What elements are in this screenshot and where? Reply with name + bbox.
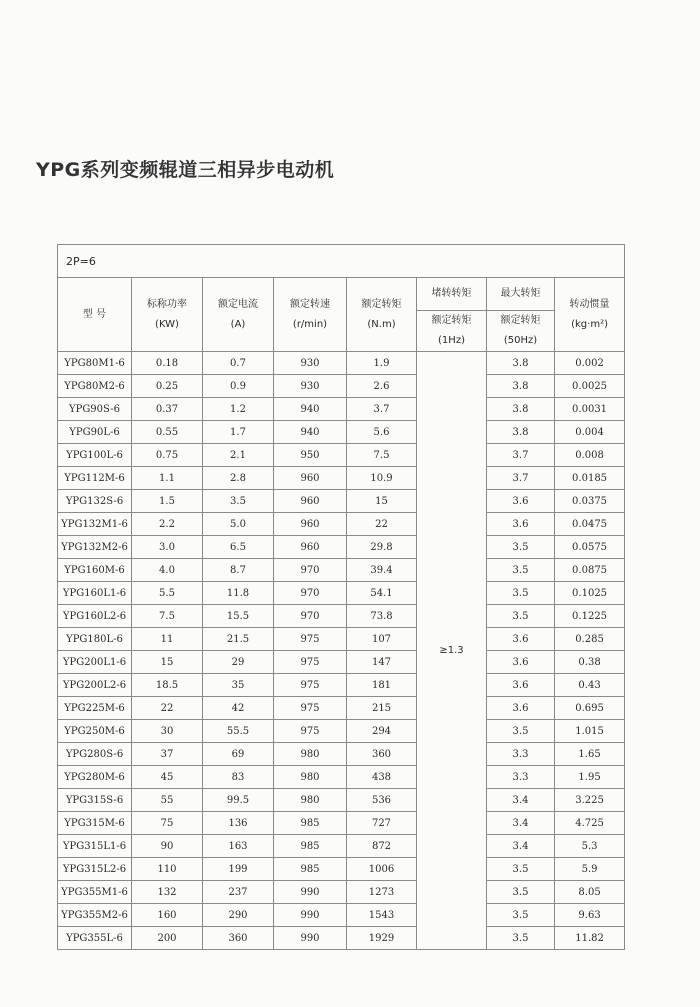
cell-model: YPG132S-6 (58, 490, 132, 513)
cell-speed: 970 (274, 582, 347, 605)
cell-current: 163 (203, 835, 274, 858)
cell-model: YPG132M2-6 (58, 536, 132, 559)
cell-model: YPG280S-6 (58, 743, 132, 766)
cell-model: YPG315L1-6 (58, 835, 132, 858)
table-row (58, 536, 625, 559)
cell-current: 290 (203, 904, 274, 927)
cell-current: 2.8 (203, 467, 274, 490)
cell-speed: 960 (274, 490, 347, 513)
cell-power: 1.5 (132, 490, 203, 513)
cell-torque: 215 (347, 697, 417, 720)
cell-current: 11.8 (203, 582, 274, 605)
cell-torque: 438 (347, 766, 417, 789)
cell-model: YPG355M1-6 (58, 881, 132, 904)
header-current-label: 额定电流 (218, 298, 258, 310)
cell-power: 0.25 (132, 375, 203, 398)
table-row (58, 743, 625, 766)
header-locked-torque-freq: (1Hz) (438, 335, 465, 346)
cell-max-torque-ratio: 3.4 (487, 812, 555, 835)
cell-current: 83 (203, 766, 274, 789)
cell-model: YPG160L1-6 (58, 582, 132, 605)
cell-current: 8.7 (203, 559, 274, 582)
table-row (58, 628, 625, 651)
cell-inertia: 0.0575 (555, 536, 625, 559)
cell-speed: 985 (274, 858, 347, 881)
cell-speed: 970 (274, 605, 347, 628)
cell-speed: 970 (274, 559, 347, 582)
cell-max-torque-ratio: 3.7 (487, 467, 555, 490)
cell-inertia: 0.002 (555, 352, 625, 375)
table-row (58, 812, 625, 835)
table-row (58, 881, 625, 904)
cell-power: 0.55 (132, 421, 203, 444)
cell-inertia: 0.0475 (555, 513, 625, 536)
cell-speed: 960 (274, 467, 347, 490)
cell-model: YPG315S-6 (58, 789, 132, 812)
cell-max-torque-ratio: 3.6 (487, 628, 555, 651)
cell-torque: 360 (347, 743, 417, 766)
cell-inertia: 1.95 (555, 766, 625, 789)
table-row (58, 835, 625, 858)
cell-power: 110 (132, 858, 203, 881)
cell-model: YPG200L1-6 (58, 651, 132, 674)
header-max-torque-freq: (50Hz) (503, 335, 538, 346)
table-row (58, 490, 625, 513)
cell-inertia: 0.008 (555, 444, 625, 467)
cell-torque: 7.5 (347, 444, 417, 467)
cell-inertia: 0.0031 (555, 398, 625, 421)
cell-locked-torque-ratio: ≥1.3 (417, 352, 487, 950)
cell-max-torque-ratio: 3.4 (487, 789, 555, 812)
header-locked-torque-ratio (417, 311, 487, 352)
cell-power: 5.5 (132, 582, 203, 605)
cell-inertia: 0.004 (555, 421, 625, 444)
cell-speed: 960 (274, 513, 347, 536)
cell-speed: 975 (274, 720, 347, 743)
header-power-label: 标称功率 (147, 298, 187, 310)
cell-max-torque-ratio: 3.5 (487, 559, 555, 582)
cell-inertia: 8.05 (555, 881, 625, 904)
cell-torque: 5.6 (347, 421, 417, 444)
cell-model: YPG180L-6 (58, 628, 132, 651)
cell-max-torque-ratio: 3.5 (487, 927, 555, 950)
cell-current: 5.0 (203, 513, 274, 536)
cell-max-torque-ratio: 3.3 (487, 743, 555, 766)
cell-model: YPG315M-6 (58, 812, 132, 835)
cell-model: YPG315L2-6 (58, 858, 132, 881)
cell-model: YPG160L2-6 (58, 605, 132, 628)
cell-inertia: 0.285 (555, 628, 625, 651)
cell-current: 3.5 (203, 490, 274, 513)
cell-power: 11 (132, 628, 203, 651)
cell-torque: 1273 (347, 881, 417, 904)
cell-torque: 872 (347, 835, 417, 858)
cell-model: YPG80M2-6 (58, 375, 132, 398)
cell-power: 75 (132, 812, 203, 835)
cell-torque: 1929 (347, 927, 417, 950)
header-locked-torque-denominator: 额定转矩 (431, 315, 472, 326)
header-torque-label: 额定转矩 (361, 298, 402, 310)
cell-power: 55 (132, 789, 203, 812)
cell-speed: 940 (274, 398, 347, 421)
cell-inertia: 0.0875 (555, 559, 625, 582)
table-row (58, 904, 625, 927)
cell-torque: 10.9 (347, 467, 417, 490)
cell-speed: 990 (274, 881, 347, 904)
header-inertia (555, 278, 625, 352)
cell-current: 136 (203, 812, 274, 835)
cell-max-torque-ratio: 3.8 (487, 352, 555, 375)
cell-power: 15 (132, 651, 203, 674)
table-row (58, 720, 625, 743)
table-row (58, 927, 625, 950)
cell-max-torque-ratio: 3.6 (487, 674, 555, 697)
header-current (203, 278, 274, 352)
table-row (58, 421, 625, 444)
cell-max-torque-ratio: 3.8 (487, 421, 555, 444)
cell-inertia: 4.725 (555, 812, 625, 835)
cell-torque: 15 (347, 490, 417, 513)
header-max-torque: 最大转矩 (487, 278, 555, 311)
header-speed-unit: (r/min) (292, 318, 328, 330)
cell-torque: 22 (347, 513, 417, 536)
cell-power: 132 (132, 881, 203, 904)
header-speed (274, 278, 347, 352)
cell-inertia: 1.015 (555, 720, 625, 743)
cell-model: YPG355M2-6 (58, 904, 132, 927)
cell-model: YPG355L-6 (58, 927, 132, 950)
cell-current: 199 (203, 858, 274, 881)
cell-max-torque-ratio: 3.6 (487, 697, 555, 720)
cell-inertia: 0.0025 (555, 375, 625, 398)
cell-model: YPG112M-6 (58, 467, 132, 490)
cell-inertia: 1.65 (555, 743, 625, 766)
header-max-torque-ratio (487, 311, 555, 352)
cell-inertia: 5.9 (555, 858, 625, 881)
cell-current: 35 (203, 674, 274, 697)
table-row (58, 444, 625, 467)
cell-speed: 960 (274, 536, 347, 559)
cell-model: YPG160M-6 (58, 559, 132, 582)
cell-power: 160 (132, 904, 203, 927)
cell-power: 0.75 (132, 444, 203, 467)
cell-power: 22 (132, 697, 203, 720)
cell-inertia: 0.695 (555, 697, 625, 720)
table-row (58, 467, 625, 490)
cell-max-torque-ratio: 3.6 (487, 490, 555, 513)
cell-torque: 727 (347, 812, 417, 835)
page-title: YPG系列变频辊道三相异步电动机 (36, 159, 335, 181)
cell-torque: 181 (347, 674, 417, 697)
cell-max-torque-ratio: 3.6 (487, 651, 555, 674)
cell-torque: 147 (347, 651, 417, 674)
cell-max-torque-ratio: 3.8 (487, 375, 555, 398)
cell-current: 55.5 (203, 720, 274, 743)
header-power-unit: (KW) (155, 318, 179, 330)
table-body (58, 352, 625, 950)
cell-power: 3.0 (132, 536, 203, 559)
table-row (58, 375, 625, 398)
table-row (58, 674, 625, 697)
cell-speed: 930 (274, 375, 347, 398)
table-row (58, 766, 625, 789)
cell-model: YPG250M-6 (58, 720, 132, 743)
cell-current: 69 (203, 743, 274, 766)
cell-power: 2.2 (132, 513, 203, 536)
cell-current: 237 (203, 881, 274, 904)
cell-speed: 975 (274, 674, 347, 697)
cell-power: 4.0 (132, 559, 203, 582)
pole-label: 2P=6 (58, 245, 625, 278)
cell-power: 90 (132, 835, 203, 858)
table-row (58, 513, 625, 536)
cell-max-torque-ratio: 3.5 (487, 720, 555, 743)
cell-model: YPG100L-6 (58, 444, 132, 467)
cell-max-torque-ratio: 3.3 (487, 766, 555, 789)
cell-inertia: 11.82 (555, 927, 625, 950)
cell-current: 1.2 (203, 398, 274, 421)
cell-current: 99.5 (203, 789, 274, 812)
cell-current: 2.1 (203, 444, 274, 467)
cell-inertia: 5.3 (555, 835, 625, 858)
cell-torque: 294 (347, 720, 417, 743)
cell-current: 42 (203, 697, 274, 720)
cell-model: YPG225M-6 (58, 697, 132, 720)
cell-power: 0.18 (132, 352, 203, 375)
cell-speed: 975 (274, 628, 347, 651)
cell-speed: 980 (274, 743, 347, 766)
header-max-torque-denominator: 额定转矩 (500, 315, 541, 326)
cell-power: 18.5 (132, 674, 203, 697)
table-row (58, 398, 625, 421)
table-row (58, 858, 625, 881)
cell-torque: 73.8 (347, 605, 417, 628)
header-current-unit: (A) (230, 318, 246, 330)
header-model: 型 号 (58, 278, 132, 352)
table-row (58, 352, 625, 375)
header-torque-unit: (N.m) (367, 318, 396, 330)
cell-inertia: 0.38 (555, 651, 625, 674)
table-row (58, 651, 625, 674)
header-speed-label: 额定转速 (290, 298, 330, 310)
cell-model: YPG132M1-6 (58, 513, 132, 536)
header-power (132, 278, 203, 352)
cell-max-torque-ratio: 3.8 (487, 398, 555, 421)
cell-inertia: 0.0375 (555, 490, 625, 513)
cell-torque: 107 (347, 628, 417, 651)
cell-inertia: 0.1225 (555, 605, 625, 628)
cell-model: YPG280M-6 (58, 766, 132, 789)
cell-inertia: 3.225 (555, 789, 625, 812)
table-row (58, 697, 625, 720)
cell-max-torque-ratio: 3.7 (487, 444, 555, 467)
cell-current: 1.7 (203, 421, 274, 444)
cell-model: YPG200L2-6 (58, 674, 132, 697)
cell-inertia: 0.43 (555, 674, 625, 697)
cell-torque: 536 (347, 789, 417, 812)
cell-max-torque-ratio: 3.4 (487, 835, 555, 858)
cell-torque: 3.7 (347, 398, 417, 421)
cell-power: 37 (132, 743, 203, 766)
cell-max-torque-ratio: 3.6 (487, 513, 555, 536)
cell-speed: 980 (274, 789, 347, 812)
cell-current: 15.5 (203, 605, 274, 628)
cell-speed: 985 (274, 812, 347, 835)
cell-power: 200 (132, 927, 203, 950)
cell-max-torque-ratio: 3.5 (487, 904, 555, 927)
cell-model: YPG90L-6 (58, 421, 132, 444)
cell-torque: 39.4 (347, 559, 417, 582)
cell-speed: 950 (274, 444, 347, 467)
cell-torque: 29.8 (347, 536, 417, 559)
cell-speed: 975 (274, 697, 347, 720)
cell-max-torque-ratio: 3.5 (487, 536, 555, 559)
cell-current: 21.5 (203, 628, 274, 651)
cell-speed: 980 (274, 766, 347, 789)
cell-power: 7.5 (132, 605, 203, 628)
cell-current: 29 (203, 651, 274, 674)
cell-max-torque-ratio: 3.5 (487, 858, 555, 881)
cell-inertia: 9.63 (555, 904, 625, 927)
cell-current: 0.9 (203, 375, 274, 398)
cell-inertia: 0.0185 (555, 467, 625, 490)
cell-max-torque-ratio: 3.5 (487, 605, 555, 628)
cell-torque: 1.9 (347, 352, 417, 375)
cell-speed: 930 (274, 352, 347, 375)
cell-model: YPG90S-6 (58, 398, 132, 421)
cell-power: 30 (132, 720, 203, 743)
cell-model: YPG80M1-6 (58, 352, 132, 375)
cell-power: 0.37 (132, 398, 203, 421)
cell-torque: 54.1 (347, 582, 417, 605)
cell-inertia: 0.1025 (555, 582, 625, 605)
header-torque (347, 278, 417, 352)
cell-current: 360 (203, 927, 274, 950)
cell-torque: 1543 (347, 904, 417, 927)
cell-power: 1.1 (132, 467, 203, 490)
cell-current: 0.7 (203, 352, 274, 375)
cell-torque: 1006 (347, 858, 417, 881)
motor-spec-table (57, 244, 625, 950)
cell-max-torque-ratio: 3.5 (487, 881, 555, 904)
cell-power: 45 (132, 766, 203, 789)
table-row (58, 559, 625, 582)
table-row (58, 605, 625, 628)
header-inertia-unit: (kg·m²) (571, 318, 608, 330)
table-row (58, 789, 625, 812)
cell-speed: 990 (274, 904, 347, 927)
cell-speed: 940 (274, 421, 347, 444)
header-inertia-label: 转动惯量 (569, 298, 610, 310)
cell-speed: 985 (274, 835, 347, 858)
header-locked-torque: 堵转转矩 (417, 278, 487, 311)
cell-max-torque-ratio: 3.5 (487, 582, 555, 605)
cell-current: 6.5 (203, 536, 274, 559)
cell-speed: 990 (274, 927, 347, 950)
cell-speed: 975 (274, 651, 347, 674)
table-row (58, 582, 625, 605)
cell-torque: 2.6 (347, 375, 417, 398)
